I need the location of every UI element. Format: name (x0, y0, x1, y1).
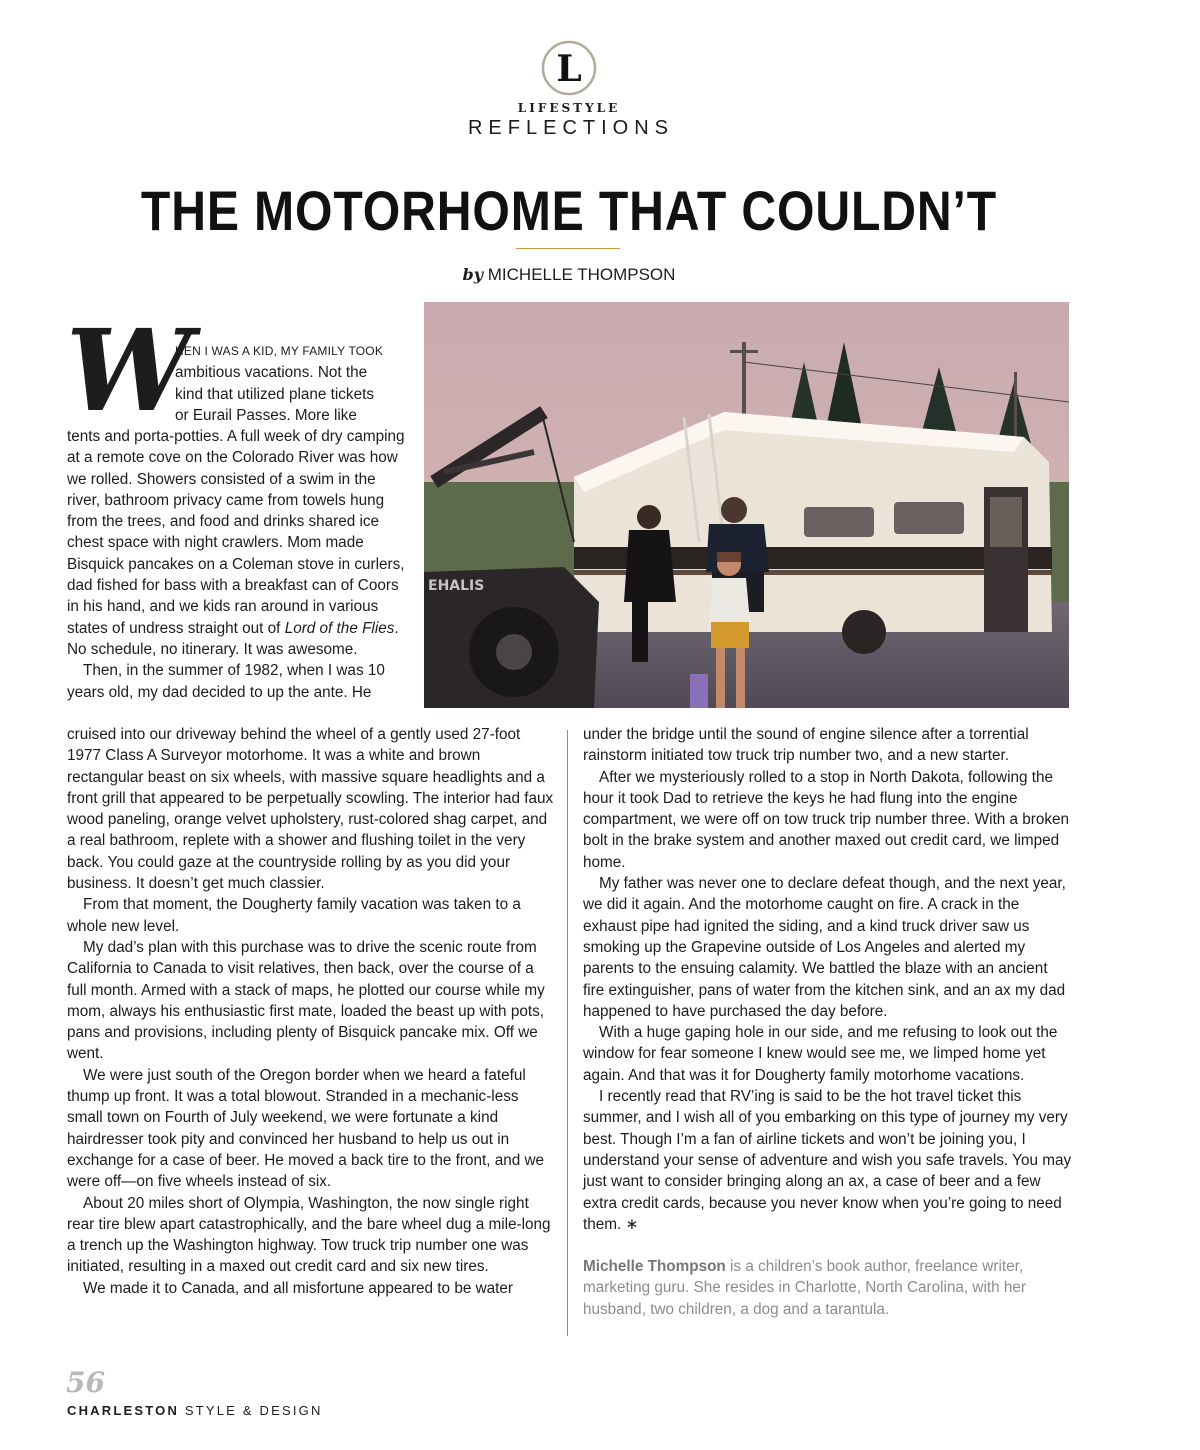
body-paragraph: We made it to Canada, and all misfortune appeared to be water (83, 1279, 513, 1297)
drop-cap: W (66, 306, 192, 437)
intro-line: ambitious vacations. Not the (175, 364, 368, 382)
logo-letter: L (556, 48, 582, 90)
body-paragraph: We were just south of the Oregon border when we heard a fateful thump up front. It was a total blowout. Stranded in a mechanic-less small town on Fourth of July weekend, we were fortunate a kind hairdresser took pity and convinced her husband to help us out in exchange for a case of beer. He moved a back tire to the front, and we were off—on five wheels instead of six. (67, 1066, 545, 1191)
body-paragraph: Then, in the summer of 1982, when I was 10 years old, my dad decided to up the ante. He (67, 662, 385, 701)
publication-tagline: STYLE & DESIGN (179, 1403, 323, 1418)
intro-line: kind that utilized plane tickets (175, 385, 374, 403)
body-paragraph: My dad’s plan with this purchase was to drive the scenic route from California to Canada to visit relatives, then back, over the course of a full month. Armed with a stack of maps, he plotted our course while my mom, always his enthusiastic first mate, loaded the beast up with pots, pans and provisions, including plenty of Bisquick pancake mix. Off we went. (67, 938, 545, 1063)
section-kicker: LIFESTYLE (517, 101, 621, 115)
body-paragraph: I recently read that RV’ing is said to be the hot travel ticket this summer, and I wish all of you embarking on this type of journey my very best. Though I’m a fan of airline tickets and won’t be joining you, I understand your sense of adventure and wish you safe travels. You may just want to consider bringing along an ax, a case of beer and a few extra credit cards, because you never know when you’re going to need them. ∗ (583, 1088, 1072, 1233)
intro-line: or Eurail Passes. More like (175, 406, 357, 424)
column-divider (567, 730, 568, 1336)
narrow-column (67, 426, 409, 703)
page-number: 56 (66, 1366, 105, 1399)
article-photo (424, 302, 1069, 708)
right-column (583, 724, 1073, 1320)
bio-name: Michelle Thompson (583, 1258, 726, 1276)
body-paragraph: After we mysteriously rolled to a stop in North Dakota, following the hour it took Dad to retrieve the keys he had flung into the engine compartment, we were off on tow truck trip number three. With a broken bolt in the brake system and another maxed out credit card, we limped home. (583, 768, 1070, 871)
byline (0, 265, 1138, 285)
left-column (67, 724, 555, 1299)
title-divider (516, 248, 620, 249)
truck-lettering: EHALIS (428, 578, 485, 594)
p1-end: . No schedule, no itinerary. It was awesome. (67, 619, 399, 658)
publication-name: CHARLESTON (67, 1403, 180, 1418)
byline-author: MICHELLE THOMPSON (487, 265, 676, 284)
body-paragraph: under the bridge until the sound of engine silence after a torrential rainstorm initiated tow truck trip number two, and a new starter. (583, 726, 1029, 765)
byline-by: by (462, 265, 484, 284)
article-title: THE MOTORHOME THAT COULDN’T (140, 179, 998, 242)
body-paragraph: cruised into our driveway behind the wheel of a gently used 27-foot 1977 Class A Surveyor motorhome. It was a white and brown rectangular beast on six wheels, with massive square headlights and a front grill that appeared to be perpetually scowling. The interior had faux wood paneling, orange velvet upholstery, rust-colored shag carpet, and a real bathroom, replete with a shower and flushing toilet in the very back. You could gaze at the countryside rolling by as you did your business. It doesn’t get much classier. (67, 726, 554, 893)
intro-lines (175, 341, 415, 426)
author-bio (583, 1256, 1073, 1320)
book-title: Lord of the Flies (284, 619, 395, 637)
body-paragraph: From that moment, the Dougherty family vacation was taken to a whole new level. (67, 896, 521, 935)
bio-text: is a children’s book author, freelance writer, marketing guru. She resides in Charlotte, North Carolina, with her husband, two children, a dog and a tarantula. (583, 1258, 1026, 1318)
body-paragraph (67, 426, 409, 660)
section-title: REFLECTIONS (467, 117, 675, 139)
body-paragraph: With a huge gaping hole in our side, and me refusing to look out the window for fear someone I knew would see me, we limped home yet again. And that was it for Dougherty family motorhome vacations. (583, 1024, 1058, 1084)
p1-text: tents and porta-potties. A full week of dry camping at a remote cove on the Colorado River was how we rolled. Showers consisted of a swim in the river, bathroom privacy came from towels hung from the trees, and food and drinks shared ice chest space with night crawlers. Mom made Bisquick pancakes on a Coleman stove in curlers, dad fished for bass with a breakfast can of Coors in his hand, and we kids ran around in various states of undress straight out of (67, 428, 405, 637)
intro-smallcaps: HEN I WAS A KID, MY FAMILY TOOK (175, 344, 384, 358)
publication-footer (67, 1403, 323, 1418)
body-paragraph: My father was never one to declare defeat though, and the next year, we did it again. And the motorhome caught on fire. A crack in the exhaust pipe had ignited the siding, and a kind truck driver saw us smoking up the Grapevine outside of Los Angeles and alerted my parents to the ensuing calamity. We battled the blaze with an ancient fire extinguisher, pans of water from the kitchen sink, and an ax my dad happened to have purchased the day before. (583, 875, 1066, 1020)
body-paragraph: About 20 miles short of Olympia, Washington, the now single right rear tire blew apart catastrophically, and the bare wheel dug a mile-long a trench up the Washington highway. Tow truck trip number one was initiated, resulting in a maxed out credit card and six new tires. (67, 1194, 551, 1276)
lifestyle-logo-icon (541, 40, 597, 96)
